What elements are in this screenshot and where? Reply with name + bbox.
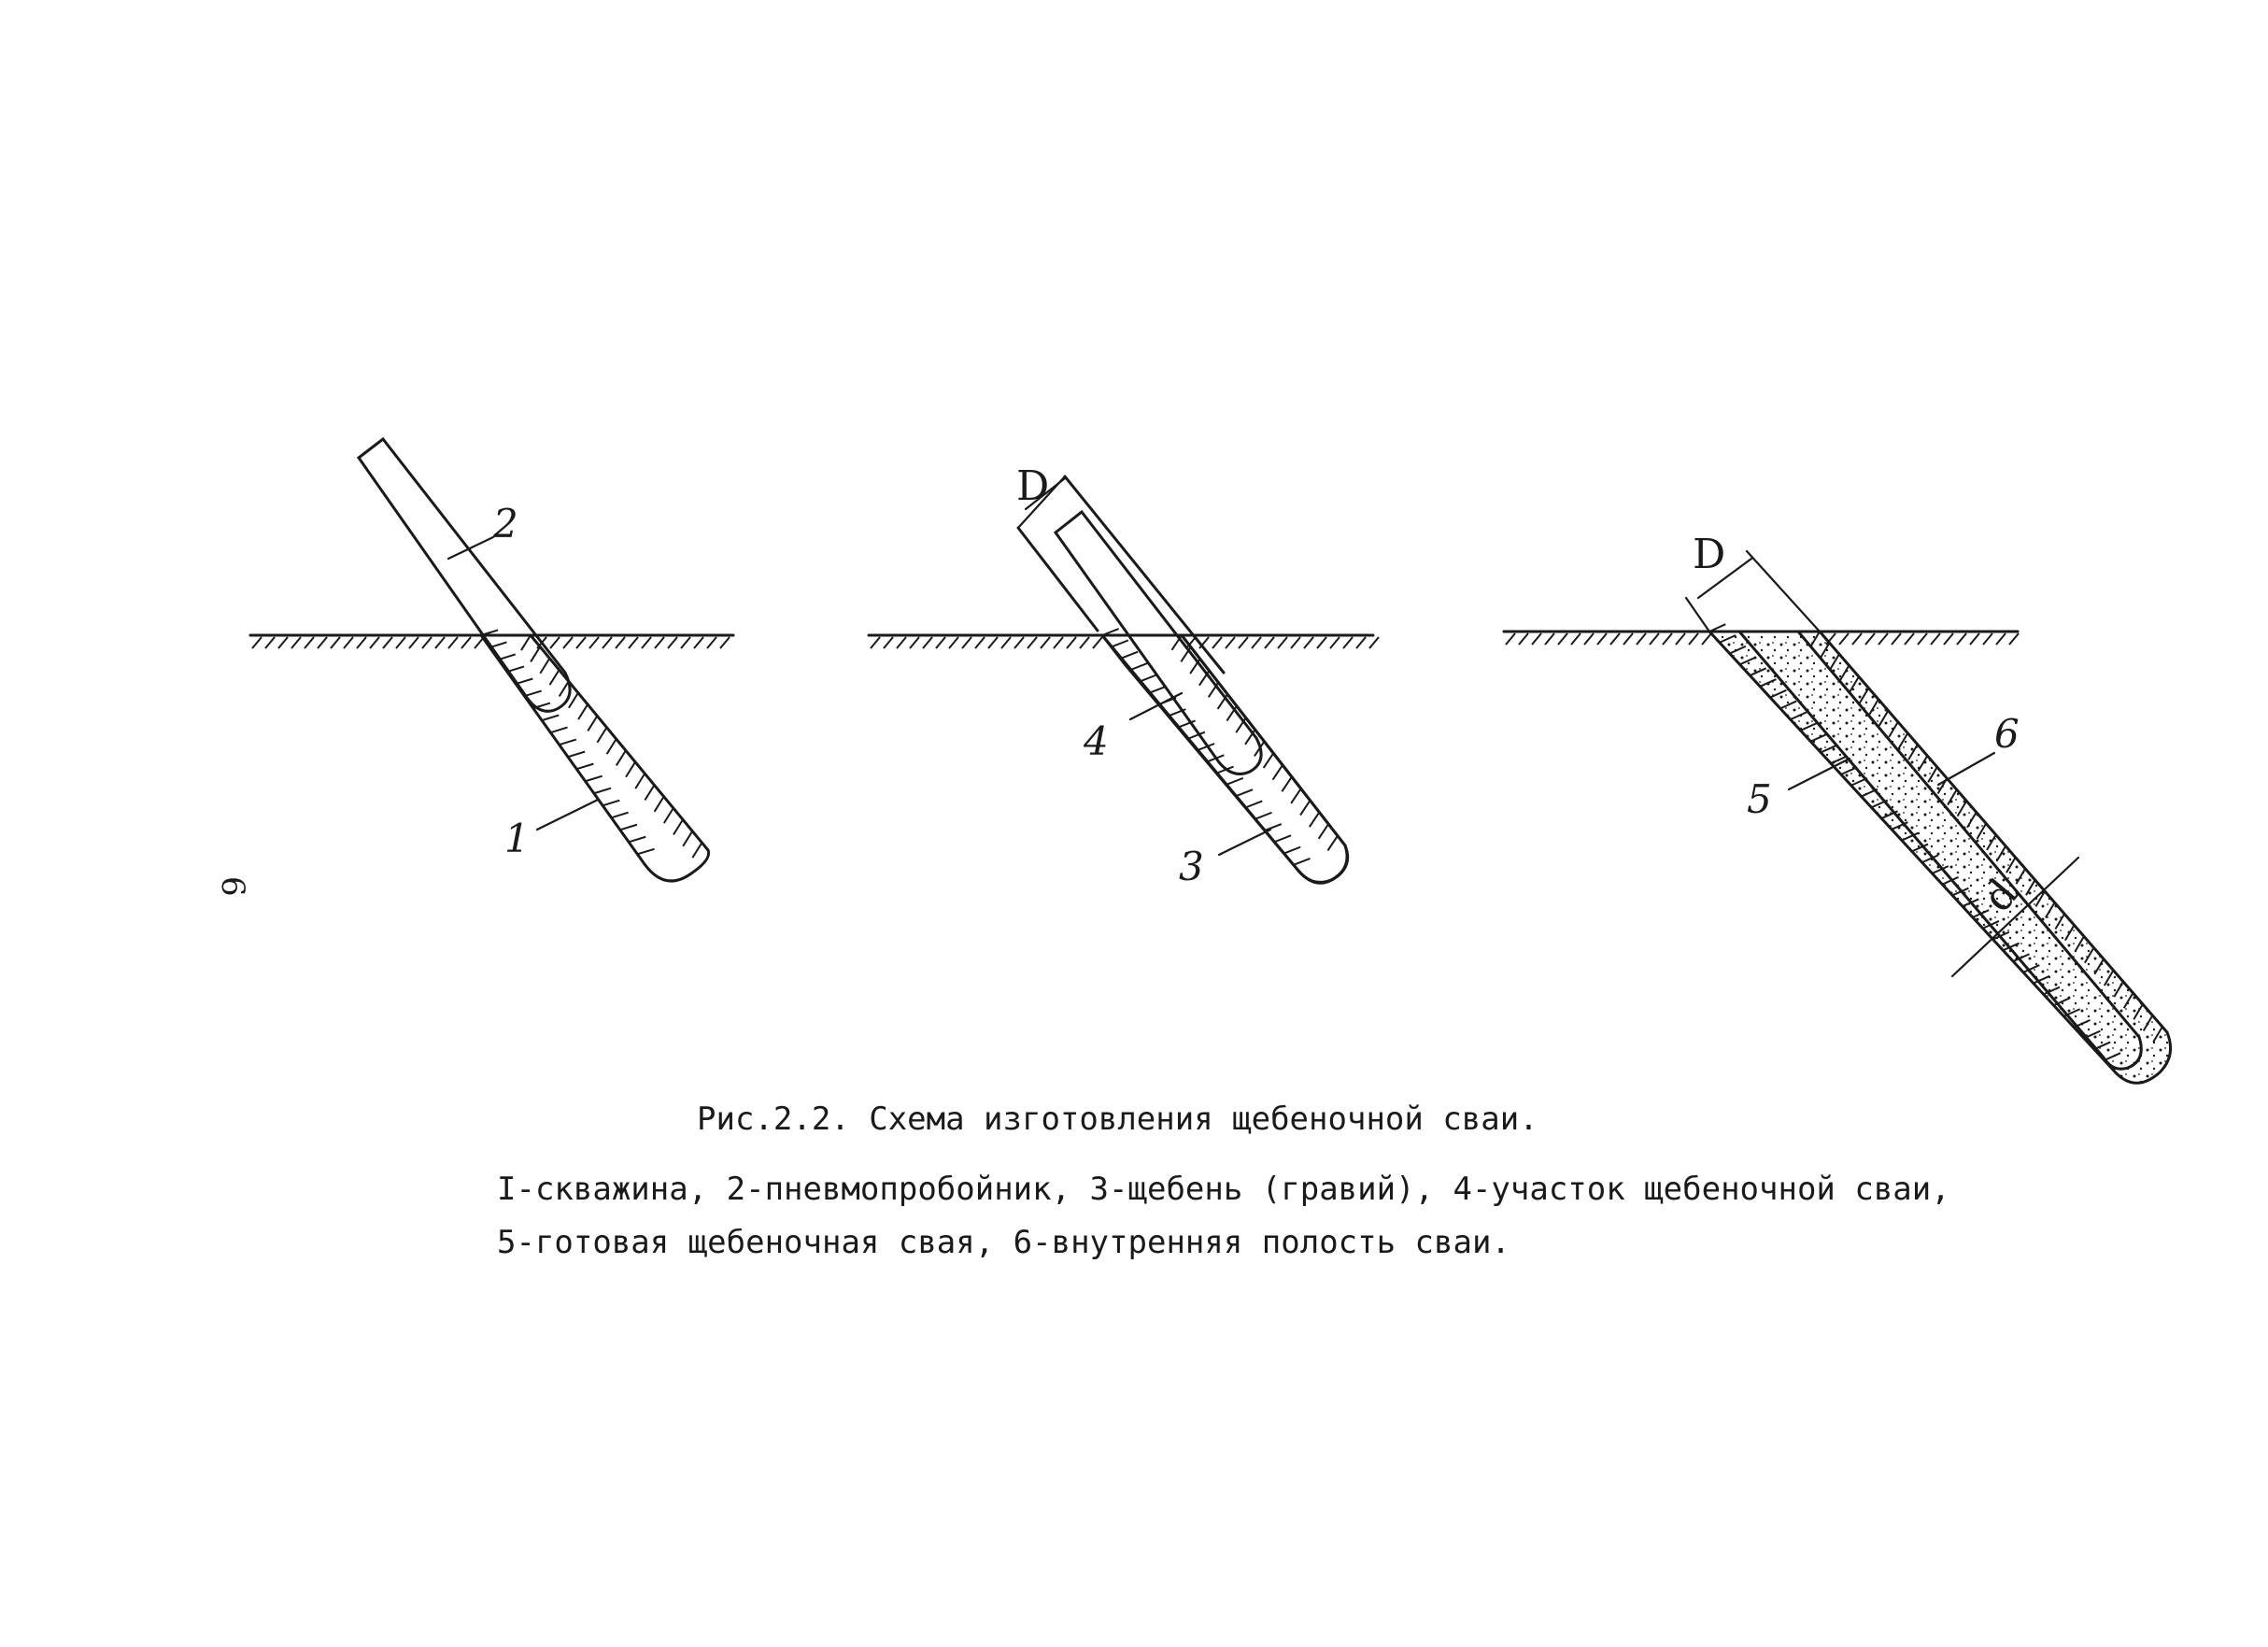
hatch-stroke <box>588 716 597 731</box>
pile-outer-left <box>1709 632 2113 1070</box>
hatch-stroke <box>1273 765 1283 780</box>
hatch-stroke <box>597 728 606 743</box>
hatch-stroke <box>1236 789 1253 796</box>
ground-hatch-2 <box>871 637 1379 648</box>
hatch-stroke <box>910 637 919 648</box>
hatch-stroke <box>586 776 602 782</box>
hatch-stroke <box>2009 633 2019 645</box>
hatch-stroke <box>1369 637 1379 648</box>
hatch-stroke <box>1519 633 1528 645</box>
stage-3-finished-pile <box>1504 531 2171 1083</box>
hatch-stroke <box>1317 637 1326 648</box>
figure-legend-line-1: I-скважина, 2-пневмопробойник, 3-щебень (гравий), 4-участок щебеночной сваи, <box>497 1171 1950 1208</box>
hatch-stroke <box>645 785 654 800</box>
hatch-stroke <box>1265 824 1282 831</box>
borehole2-left-wall <box>1102 635 1298 871</box>
hatch-stroke <box>1905 633 1914 645</box>
hatch-stroke <box>578 704 588 719</box>
hatch-stroke <box>461 637 471 648</box>
label-5: 5 <box>1747 776 1772 822</box>
hatch-stroke <box>668 637 677 648</box>
borehole2-bottom <box>1298 845 1348 883</box>
hatch-stroke <box>1246 801 1263 807</box>
stage-1-drilling <box>250 439 733 881</box>
hatch-stroke <box>975 637 985 648</box>
label-3: 3 <box>1179 844 1204 889</box>
hatch-stroke <box>1623 633 1633 645</box>
hatch-stroke <box>422 637 432 648</box>
hatch-stroke <box>897 637 906 648</box>
hatch-stroke <box>720 637 730 648</box>
hatch-stroke <box>602 801 619 806</box>
hatch-stroke <box>637 849 654 855</box>
hatch-stroke <box>1584 633 1594 645</box>
hatch-stroke <box>1702 633 1711 645</box>
hatch-stroke <box>1239 637 1248 648</box>
hatch-stroke <box>278 637 288 648</box>
hatch-stroke <box>1597 633 1607 645</box>
hatch-stroke <box>1304 637 1313 648</box>
hatch-stroke <box>629 837 645 843</box>
hatch-stroke <box>521 635 531 650</box>
hatch-stroke <box>611 813 628 818</box>
label-6: 6 <box>1994 711 2020 757</box>
hatch-stroke <box>1284 847 1301 854</box>
hatch-stroke <box>1291 788 1301 803</box>
hatch-stroke <box>1112 640 1128 646</box>
dim-d-label: d <box>1974 870 2028 921</box>
hatch-stroke <box>655 637 664 648</box>
hatch-stroke <box>448 637 458 648</box>
hatch-stroke <box>1291 637 1300 648</box>
hatch-stroke <box>1265 637 1274 648</box>
hatch-stroke <box>594 788 611 794</box>
hatch-stroke <box>370 637 379 648</box>
dim-D-line-3a <box>1686 598 1709 632</box>
hatch-stroke <box>1852 633 1862 645</box>
hatch-stroke <box>560 740 576 745</box>
page-number: 6 <box>214 876 251 897</box>
hatch-stroke <box>1676 633 1685 645</box>
hatch-stroke <box>1931 633 1940 645</box>
borehole2-right-wall <box>1182 635 1345 845</box>
pile-outer-right <box>1820 632 2167 1032</box>
finished-pile-gravel <box>1709 632 2170 1082</box>
hatch-stroke <box>1264 753 1274 768</box>
hatch-stroke <box>305 637 314 648</box>
hatch-stroke <box>1310 812 1320 827</box>
hatch-stroke <box>1080 637 1089 648</box>
hatch-stroke <box>692 843 702 858</box>
hatch-stroke <box>1343 637 1353 648</box>
hatch-stroke <box>1892 633 1901 645</box>
hatch-stroke <box>1278 637 1287 648</box>
hatch-stroke <box>331 637 340 648</box>
hatch-stroke <box>1001 637 1011 648</box>
hatch-stroke <box>871 637 880 648</box>
hatch-stroke <box>540 659 549 674</box>
hatch-stroke <box>1637 633 1646 645</box>
hatch-stroke <box>1282 777 1292 792</box>
hatch-stroke <box>620 825 637 831</box>
hatch-stroke <box>1983 633 1992 645</box>
hatch-stroke <box>318 637 327 648</box>
hatch-stroke <box>1255 813 1272 819</box>
hatch-stroke <box>1041 637 1050 648</box>
hatch-stroke <box>988 637 998 648</box>
hatch-stroke <box>396 637 405 648</box>
borehole-hatch-2 <box>1102 629 1338 865</box>
hatch-stroke <box>602 637 612 648</box>
pneumatic-punch <box>359 439 570 711</box>
hatch-stroke <box>1327 836 1338 851</box>
hatch-stroke <box>617 750 626 765</box>
hatch-stroke <box>1689 633 1698 645</box>
figure-caption: Рис.2.2. Схема изготовления щебеночной сваи. <box>697 1100 1538 1138</box>
hatch-stroke <box>1252 637 1261 648</box>
hatch-stroke <box>568 752 585 758</box>
dim-D-label-1: D <box>1016 462 1050 510</box>
hatch-stroke <box>576 637 586 648</box>
hatch-stroke <box>949 637 958 648</box>
hatch-stroke <box>1996 633 2006 645</box>
hatch-stroke <box>884 637 893 648</box>
hatch-stroke <box>1970 633 1979 645</box>
hatch-stroke <box>1141 674 1157 681</box>
hatch-stroke <box>1226 637 1235 648</box>
hatch-stroke <box>1294 859 1311 865</box>
hatch-stroke <box>626 762 635 777</box>
leader-3 <box>1219 830 1270 855</box>
hatch-stroke <box>563 637 573 648</box>
hatch-stroke <box>607 739 617 754</box>
leader-4 <box>1130 693 1182 719</box>
hatch-stroke <box>616 637 625 648</box>
hatch-stroke <box>1300 801 1311 816</box>
hatch-stroke <box>409 637 418 648</box>
hatch-stroke <box>1356 637 1366 648</box>
leader-2 <box>448 537 493 559</box>
hatch-stroke <box>962 637 971 648</box>
hatch-stroke <box>1319 824 1329 839</box>
hatch-stroke <box>694 637 703 648</box>
hatch-stroke <box>1330 637 1340 648</box>
hatch-stroke <box>1028 637 1037 648</box>
stage-2-filling <box>869 462 1379 889</box>
hatch-stroke <box>936 637 945 648</box>
leader-1 <box>537 800 598 830</box>
hatch-stroke <box>1839 633 1849 645</box>
hatch-stroke <box>1918 633 1927 645</box>
hatch-stroke <box>1558 633 1567 645</box>
hatch-stroke <box>1944 633 1953 645</box>
hatch-stroke <box>1571 633 1581 645</box>
label-2: 2 <box>493 501 518 547</box>
hatch-stroke <box>291 637 301 648</box>
hatch-stroke <box>642 637 651 648</box>
hatch-stroke <box>1274 835 1291 842</box>
hatch-stroke <box>1054 637 1063 648</box>
hatch-stroke <box>1610 633 1620 645</box>
hatch-stroke <box>560 681 569 696</box>
hatch-stroke <box>265 637 275 648</box>
dim-D-label-2: D <box>1693 531 1726 578</box>
hatch-stroke <box>1014 637 1024 648</box>
hatch-stroke <box>252 637 262 648</box>
hatch-stroke <box>550 637 560 648</box>
hatch-stroke <box>1093 637 1102 648</box>
hatch-stroke <box>383 637 392 648</box>
hatch-stroke <box>1226 778 1243 785</box>
hatch-stroke <box>576 764 593 770</box>
hatch-stroke <box>655 797 664 812</box>
hatch-stroke <box>629 637 638 648</box>
hatch-stroke <box>524 691 541 697</box>
hatch-stroke <box>707 637 716 648</box>
dim-D-line-3b <box>1747 551 1820 632</box>
hatch-stroke <box>531 646 540 661</box>
hatch-stroke <box>550 670 560 685</box>
leader-6 <box>1938 753 1994 785</box>
hatch-stroke <box>542 716 559 721</box>
hatch-stroke <box>1545 633 1554 645</box>
hatch-stroke <box>1663 633 1672 645</box>
borehole-bottom <box>645 850 709 881</box>
hatch-stroke <box>435 637 445 648</box>
hatch-stroke <box>923 637 932 648</box>
label-4: 4 <box>1084 718 1109 764</box>
hatch-stroke <box>1650 633 1659 645</box>
dim-D-outer-left <box>1018 528 1098 631</box>
label-1: 1 <box>504 816 530 861</box>
hatch-stroke <box>589 637 599 648</box>
hatch-stroke <box>1067 637 1076 648</box>
hatch-stroke <box>1506 633 1515 645</box>
hatch-stroke <box>550 728 567 733</box>
hatch-stroke <box>1532 633 1541 645</box>
hatch-stroke <box>1131 663 1148 670</box>
hatch-stroke <box>673 819 683 834</box>
dim-D-outer-right <box>1065 476 1224 673</box>
hatch-stroke <box>635 774 645 788</box>
hatch-stroke <box>1878 633 1888 645</box>
hatch-stroke <box>1121 652 1138 659</box>
hatch-stroke <box>664 808 673 823</box>
hatch-stroke <box>1957 633 1966 645</box>
hatch-stroke <box>357 637 366 648</box>
hatch-stroke <box>1212 637 1222 648</box>
hatch-stroke <box>1865 633 1875 645</box>
hatch-stroke <box>681 637 690 648</box>
hatch-stroke <box>683 831 692 846</box>
hatch-stroke <box>344 637 353 648</box>
figure-legend-line-2: 5-готовая щебеночная свая, 6-внутренняя полость сваи. <box>497 1224 1510 1261</box>
